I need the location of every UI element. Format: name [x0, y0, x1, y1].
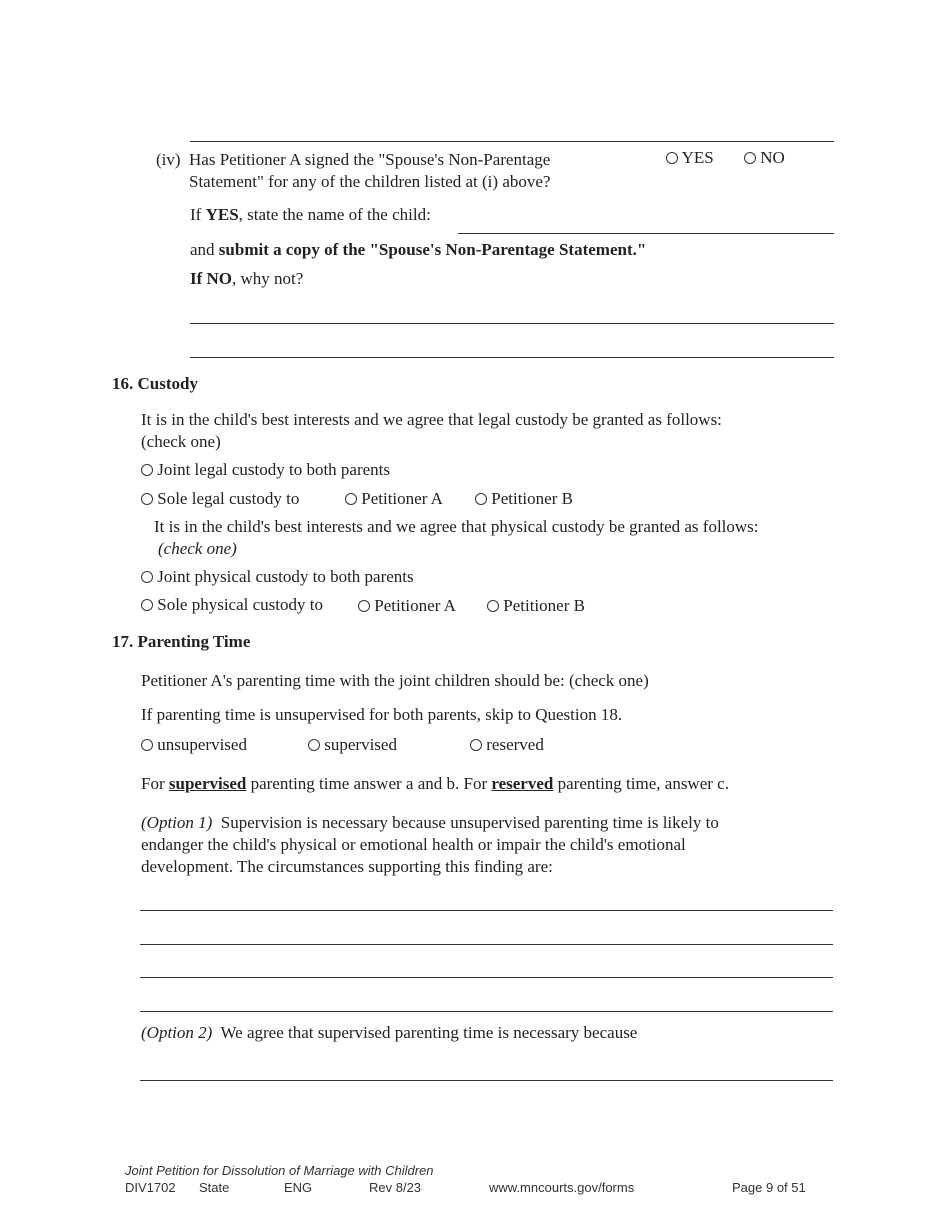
physical-custody-intro-line2: (check one): [158, 539, 237, 558]
q-iv-prefix: (iv): [156, 150, 181, 169]
yes-label: YES: [681, 148, 714, 167]
top-rule: [190, 141, 834, 142]
option1-line1: (Option 1) Supervision is necessary because unsupervised parenting time is likely to: [141, 813, 719, 832]
supervised-radio[interactable]: [308, 739, 320, 751]
physical-petitioner-a-radio[interactable]: [358, 600, 370, 612]
legal-custody-intro-line2: (check one): [141, 432, 221, 451]
joint-legal-label: Joint legal custody to both parents: [157, 460, 391, 479]
q-iv-question-line1: Has Petitioner A signed the "Spouse's Non-Parentage: [189, 150, 551, 169]
reserved-option[interactable]: [470, 735, 544, 755]
sole-physical-petitioner-b-option[interactable]: [487, 596, 585, 616]
q-iv-yes-option[interactable]: [666, 148, 714, 168]
option2-answer-line[interactable]: [140, 1080, 833, 1081]
if-no-prompt: If NO, why not?: [190, 269, 304, 288]
sole-physical-option[interactable]: [141, 595, 323, 615]
child-name-field[interactable]: [458, 233, 834, 234]
sole-legal-option[interactable]: [141, 489, 299, 509]
custody-heading: 16. Custody: [112, 374, 198, 393]
sole-physical-label: Sole physical custody to: [157, 595, 323, 614]
submit-copy-note: and submit a copy of the "Spouse's Non-Parentage Statement.": [190, 240, 647, 259]
option1-line3: development. The circumstances supporting this finding are:: [141, 857, 553, 876]
footer-form-title: Joint Petition for Dissolution of Marriage with Children: [125, 1163, 434, 1178]
sole-legal-radio[interactable]: [141, 493, 153, 505]
no-radio[interactable]: [744, 152, 756, 164]
joint-legal-radio[interactable]: [141, 464, 153, 476]
q-iv-question-line2: Statement" for any of the children listed at (i) above?: [189, 172, 551, 191]
q-iv-no-option[interactable]: [744, 148, 785, 168]
option1-answer-line-1[interactable]: [140, 910, 833, 911]
legal-petitioner-b-radio[interactable]: [475, 493, 487, 505]
legal-petitioner-a-radio[interactable]: [345, 493, 357, 505]
option1-answer-line-4[interactable]: [140, 1011, 833, 1012]
legal-custody-intro-line1: It is in the child's best interests and we agree that legal custody be granted as follows:: [141, 410, 722, 429]
option2-label: (Option 2): [141, 1023, 213, 1042]
unsupervised-radio[interactable]: [141, 739, 153, 751]
reserved-radio[interactable]: [470, 739, 482, 751]
supervised-label: supervised: [324, 735, 397, 754]
footer-language: ENG: [284, 1180, 313, 1195]
reserved-label: reserved: [486, 735, 544, 754]
if-yes-prompt: If YES, state the name of the child:: [190, 205, 431, 224]
yes-radio[interactable]: [666, 152, 678, 164]
sole-physical-radio[interactable]: [141, 599, 153, 611]
parenting-time-heading: 17. Parenting Time: [112, 632, 251, 651]
physical-petitioner-b-radio[interactable]: [487, 600, 499, 612]
answer-instructions: For supervised parenting time answer a and b. For reserved parenting time, answer c.: [141, 774, 729, 793]
sole-legal-petitioner-a-option[interactable]: [345, 489, 443, 509]
unsupervised-option[interactable]: [141, 735, 247, 755]
joint-physical-label: Joint physical custody to both parents: [157, 567, 414, 586]
option2-line: (Option 2) We agree that supervised parenting time is necessary because: [141, 1023, 638, 1042]
option1-answer-line-3[interactable]: [140, 977, 833, 978]
footer-form-code: DIV1702: [125, 1180, 176, 1195]
joint-legal-option[interactable]: [141, 460, 390, 480]
why-not-field-2[interactable]: [190, 357, 834, 358]
supervised-option[interactable]: [308, 735, 397, 755]
sole-physical-petitioner-a-option[interactable]: [358, 596, 456, 616]
sole-legal-petitioner-b-option[interactable]: [475, 489, 573, 509]
unsupervised-label: unsupervised: [157, 735, 247, 754]
footer-state: State: [199, 1180, 230, 1195]
joint-physical-radio[interactable]: [141, 571, 153, 583]
footer-page-number: Page 9 of 51: [732, 1180, 806, 1195]
footer-revision: Rev 8/23: [369, 1180, 422, 1195]
physical-petitioner-a-label: Petitioner A: [374, 596, 456, 615]
parenting-time-skip-note: If parenting time is unsupervised for both parents, skip to Question 18.: [141, 705, 623, 724]
physical-custody-intro-line1: It is in the child's best interests and we agree that physical custody be granted as follows:: [154, 517, 759, 536]
parenting-time-intro: Petitioner A's parenting time with the joint children should be: (check one): [141, 671, 649, 690]
option1-line2: endanger the child's physical or emotional health or impair the child's emotional: [141, 835, 686, 854]
option1-answer-line-2[interactable]: [140, 944, 833, 945]
sole-legal-label: Sole legal custody to: [157, 489, 300, 508]
no-label: NO: [760, 148, 785, 167]
option1-label: (Option 1): [141, 813, 213, 832]
legal-petitioner-b-label: Petitioner B: [491, 489, 573, 508]
physical-petitioner-b-label: Petitioner B: [503, 596, 585, 615]
why-not-field-1[interactable]: [190, 323, 834, 324]
joint-physical-option[interactable]: [141, 567, 414, 587]
legal-petitioner-a-label: Petitioner A: [361, 489, 443, 508]
footer-website[interactable]: www.mncourts.gov/forms: [489, 1180, 635, 1195]
